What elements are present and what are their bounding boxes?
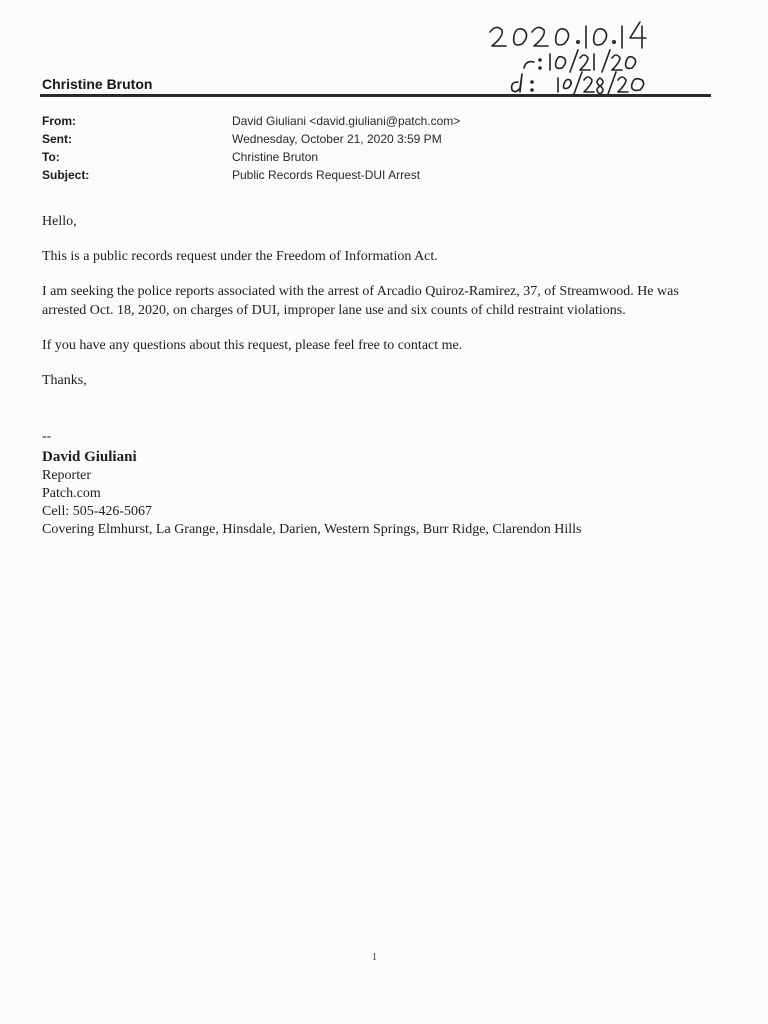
- header-divider: [40, 94, 711, 97]
- body-paragraph: I am seeking the police reports associated with the arrest of Arcadio Quiroz-Ramirez, 37, of Streamwood. He was arrested Oct. 18, 2020, on charges of DUI, improper lane use and six counts of child restraint violations.: [42, 284, 679, 318]
- subject-label: Subject:: [42, 168, 90, 182]
- closing: Thanks,: [42, 373, 87, 388]
- mailbox-owner-name: Christine Bruton: [42, 76, 153, 92]
- sent-label: Sent:: [42, 132, 72, 146]
- signature-separator: --: [42, 429, 52, 444]
- from-row: [42, 112, 460, 130]
- to-value: Christine Bruton: [232, 150, 319, 164]
- subject-value: Public Records Request-DUI Arrest: [232, 168, 421, 182]
- signature-title: Reporter: [42, 468, 91, 483]
- handwriting-drawing: [480, 18, 680, 98]
- subject-row: [42, 166, 460, 184]
- greeting: Hello,: [42, 214, 77, 229]
- email-header-fields: [42, 112, 460, 184]
- page-number: 1: [372, 952, 377, 963]
- from-value: David Giuliani <david.giuliani@patch.com>: [232, 114, 461, 128]
- sent-value: Wednesday, October 21, 2020 3:59 PM: [232, 132, 442, 146]
- handwritten-date-annotations: [480, 18, 680, 98]
- to-row: [42, 148, 460, 166]
- body-paragraph: This is a public records request under the Freedom of Information Act.: [42, 249, 438, 264]
- signature-cell: Cell: 505-426-5067: [42, 504, 153, 519]
- signature-coverage: Covering Elmhurst, La Grange, Hinsdale, Darien, Western Springs, Burr Ridge, Clarendon Hills: [42, 522, 582, 537]
- sent-row: [42, 130, 460, 148]
- email-body: [42, 212, 722, 539]
- signature-name: David Giuliani: [42, 449, 137, 465]
- from-label: From:: [42, 114, 76, 128]
- body-paragraph: If you have any questions about this request, please feel free to contact me.: [42, 338, 463, 353]
- signature-organization: Patch.com: [42, 486, 101, 501]
- to-label: To:: [42, 150, 60, 164]
